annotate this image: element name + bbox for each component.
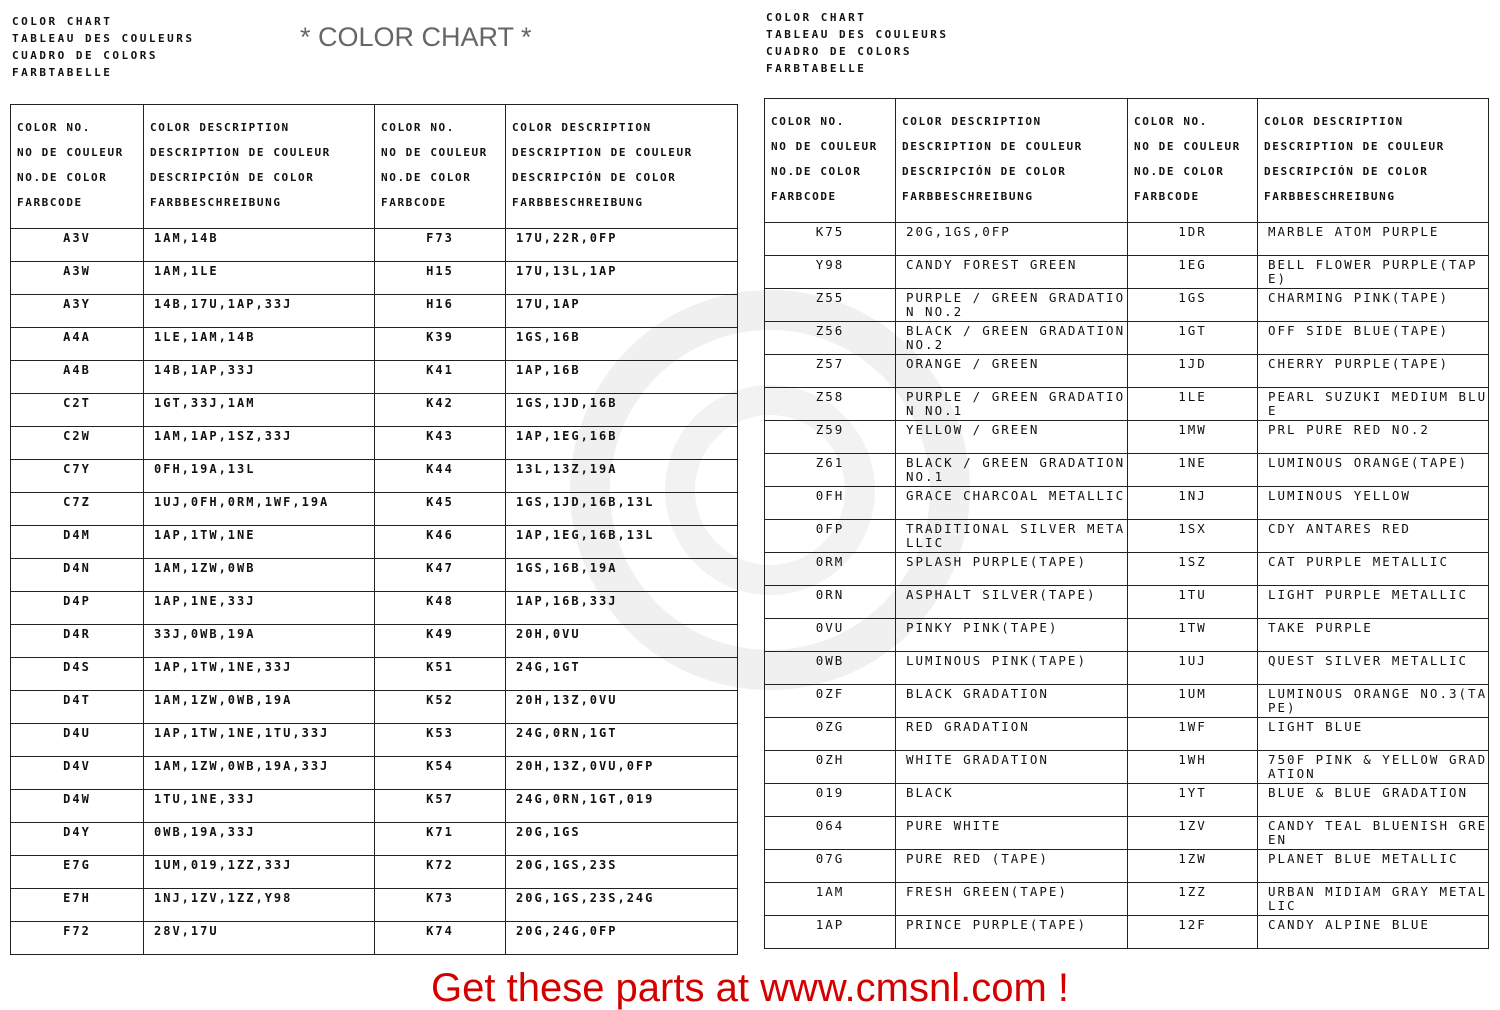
table-row	[765, 751, 1489, 784]
header-line: NO.DE COLOR	[17, 171, 108, 184]
overlay-title: * COLOR CHART *	[300, 22, 532, 52]
color-description: PLANET BLUE METALLIC	[1258, 850, 1489, 883]
header-line: FARBCODE	[771, 190, 837, 203]
color-description: WHITE GRADATION	[896, 751, 1128, 784]
color-code: F72	[11, 922, 144, 955]
title-line: COLOR CHART	[766, 11, 867, 24]
color-description: 1AP,16B	[506, 361, 738, 394]
header-line: COLOR NO.	[17, 121, 92, 134]
color-description: 20G,1GS	[506, 823, 738, 856]
color-description: 1AP,1TW,1NE	[144, 526, 375, 559]
color-description: 1AP,1EG,16B,13L	[506, 526, 738, 559]
color-description: 1UM,019,1ZZ,33J	[144, 856, 375, 889]
color-description: 20G,1GS,23S	[506, 856, 738, 889]
table-row	[765, 883, 1489, 916]
color-code: 1ZW	[1128, 850, 1258, 883]
color-code: D4R	[11, 625, 144, 658]
color-code: 0ZG	[765, 718, 896, 751]
color-description: BLACK / GREEN GRADATION NO.1	[896, 454, 1128, 487]
table-header	[765, 99, 1489, 223]
header-line: FARBCODE	[381, 196, 447, 209]
table-row	[765, 322, 1489, 355]
color-description: 1AP,16B,33J	[506, 592, 738, 625]
table-row	[11, 559, 738, 592]
color-description: 1UJ,0FH,0RM,1WF,19A	[144, 493, 375, 526]
header-line: NO.DE COLOR	[1134, 165, 1225, 178]
color-description: 14B,1AP,33J	[144, 361, 375, 394]
table-row	[765, 718, 1489, 751]
table-row	[11, 658, 738, 691]
table-row	[765, 487, 1489, 520]
table-row	[765, 454, 1489, 487]
table-row	[11, 889, 738, 922]
color-description: 20H,13Z,0VU,0FP	[506, 757, 738, 790]
color-description: BLACK	[896, 784, 1128, 817]
color-code: D4U	[11, 724, 144, 757]
color-description: 1AP,1NE,33J	[144, 592, 375, 625]
color-description: BLACK / GREEN GRADATION NO.2	[896, 322, 1128, 355]
color-code: 1UJ	[1128, 652, 1258, 685]
table-row	[765, 619, 1489, 652]
color-code: Z61	[765, 454, 896, 487]
color-description: LIGHT BLUE	[1258, 718, 1489, 751]
color-code: K73	[375, 889, 506, 922]
color-code: H16	[375, 295, 506, 328]
color-description: 28V,17U	[144, 922, 375, 955]
header-color-no	[1128, 99, 1258, 223]
color-description: 1AM,1ZW,0WB,19A	[144, 691, 375, 724]
footer-link[interactable]: Get these parts at www.cmsnl.com !	[431, 966, 1069, 1010]
color-description: FRESH GREEN(TAPE)	[896, 883, 1128, 916]
color-code: 0FH	[765, 487, 896, 520]
header-color-no	[375, 105, 506, 229]
color-code: K45	[375, 493, 506, 526]
color-code: A4A	[11, 328, 144, 361]
table-row	[11, 823, 738, 856]
color-code: Z59	[765, 421, 896, 454]
color-description: CAT PURPLE METALLIC	[1258, 553, 1489, 586]
color-code: 1WH	[1128, 751, 1258, 784]
color-description: BELL FLOWER PURPLE(TAPE)	[1258, 256, 1489, 289]
color-description: ASPHALT SILVER(TAPE)	[896, 586, 1128, 619]
color-code: 019	[765, 784, 896, 817]
color-code: 0FP	[765, 520, 896, 553]
table-row	[11, 394, 738, 427]
color-description: 1LE,1AM,14B	[144, 328, 375, 361]
color-description: 1AM,1LE	[144, 262, 375, 295]
table-row	[765, 256, 1489, 289]
color-code: 1DR	[1128, 223, 1258, 256]
header-line: COLOR DESCRIPTION	[150, 121, 290, 134]
table-row	[765, 916, 1489, 949]
color-description: 17U,1AP	[506, 295, 738, 328]
color-code: K48	[375, 592, 506, 625]
color-code: 1SZ	[1128, 553, 1258, 586]
color-code: 1ZZ	[1128, 883, 1258, 916]
header-line: FARBBESCHREIBUNG	[150, 196, 282, 209]
color-description: LUMINOUS ORANGE(TAPE)	[1258, 454, 1489, 487]
header-line: NO DE COULEUR	[771, 140, 878, 153]
color-description: CHARMING PINK(TAPE)	[1258, 289, 1489, 322]
header-color-description	[1258, 99, 1489, 223]
color-code: E7G	[11, 856, 144, 889]
color-code: C7Y	[11, 460, 144, 493]
color-code: A3V	[11, 229, 144, 262]
color-table-left	[10, 104, 738, 955]
title-line: FARBTABELLE	[12, 66, 113, 79]
color-description: CANDY FOREST GREEN	[896, 256, 1128, 289]
color-code: 1AM	[765, 883, 896, 916]
color-description: LUMINOUS PINK(TAPE)	[896, 652, 1128, 685]
color-code: K42	[375, 394, 506, 427]
color-code: Z55	[765, 289, 896, 322]
color-description: MARBLE ATOM PURPLE	[1258, 223, 1489, 256]
title-block-left	[12, 13, 194, 81]
table-row	[11, 922, 738, 955]
color-description: CDY ANTARES RED	[1258, 520, 1489, 553]
header-line: FARBCODE	[1134, 190, 1200, 203]
color-description: QUEST SILVER METALLIC	[1258, 652, 1489, 685]
header-line: FARBBESCHREIBUNG	[1264, 190, 1396, 203]
color-code: 12F	[1128, 916, 1258, 949]
color-code: D4T	[11, 691, 144, 724]
table-row	[11, 790, 738, 823]
color-description: 1AM,1ZW,0WB,19A,33J	[144, 757, 375, 790]
table-row	[765, 289, 1489, 322]
color-description: SPLASH PURPLE(TAPE)	[896, 553, 1128, 586]
color-description: 1AM,1AP,1SZ,33J	[144, 427, 375, 460]
table-row	[11, 361, 738, 394]
color-description: 1TU,1NE,33J	[144, 790, 375, 823]
table-row	[11, 592, 738, 625]
table-header	[11, 105, 738, 229]
color-description: 1NJ,1ZV,1ZZ,Y98	[144, 889, 375, 922]
color-code: 1SX	[1128, 520, 1258, 553]
color-description: 13L,13Z,19A	[506, 460, 738, 493]
color-description: 17U,22R,0FP	[506, 229, 738, 262]
title-line: CUADRO DE COLORS	[12, 49, 158, 62]
table-row	[765, 520, 1489, 553]
color-code: 1GS	[1128, 289, 1258, 322]
color-code: K49	[375, 625, 506, 658]
color-description: 20G,1GS,23S,24G	[506, 889, 738, 922]
color-description: CANDY TEAL BLUENISH GREEN	[1258, 817, 1489, 850]
color-code: D4S	[11, 658, 144, 691]
color-code: D4N	[11, 559, 144, 592]
color-code: K74	[375, 922, 506, 955]
color-description: PURE WHITE	[896, 817, 1128, 850]
color-description: 1AM,14B	[144, 229, 375, 262]
color-description: GRACE CHARCOAL METALLIC	[896, 487, 1128, 520]
color-description: PEARL SUZUKI MEDIUM BLUE	[1258, 388, 1489, 421]
color-code: K46	[375, 526, 506, 559]
table-row	[765, 553, 1489, 586]
color-code: A3W	[11, 262, 144, 295]
color-code: 0RM	[765, 553, 896, 586]
header-line: FARBBESCHREIBUNG	[902, 190, 1034, 203]
color-code: A3Y	[11, 295, 144, 328]
color-description: PURPLE / GREEN GRADATION NO.2	[896, 289, 1128, 322]
title-line: TABLEAU DES COULEURS	[766, 28, 949, 41]
color-code: K51	[375, 658, 506, 691]
color-description: 1AM,1ZW,0WB	[144, 559, 375, 592]
color-description: 1AP,1TW,1NE,1TU,33J	[144, 724, 375, 757]
color-code: F73	[375, 229, 506, 262]
table-row	[11, 229, 738, 262]
color-code: 1ZV	[1128, 817, 1258, 850]
color-description: 750F PINK & YELLOW GRADATION	[1258, 751, 1489, 784]
color-code: 1TU	[1128, 586, 1258, 619]
header-color-description	[506, 105, 738, 229]
color-description: LIGHT PURPLE METALLIC	[1258, 586, 1489, 619]
color-description: 33J,0WB,19A	[144, 625, 375, 658]
color-code: K75	[765, 223, 896, 256]
color-description: TAKE PURPLE	[1258, 619, 1489, 652]
table-row	[11, 691, 738, 724]
color-description: 20H,0VU	[506, 625, 738, 658]
color-code: A4B	[11, 361, 144, 394]
color-description: 20G,1GS,0FP	[896, 223, 1128, 256]
table-row	[765, 817, 1489, 850]
header-line: NO.DE COLOR	[771, 165, 862, 178]
color-code: K72	[375, 856, 506, 889]
header-line: COLOR NO.	[381, 121, 456, 134]
header-line: DESCRIPCIÓN DE COLOR	[902, 165, 1067, 178]
color-description: CANDY ALPINE BLUE	[1258, 916, 1489, 949]
color-description: PINKY PINK(TAPE)	[896, 619, 1128, 652]
table-row	[11, 262, 738, 295]
table-row	[765, 784, 1489, 817]
color-code: E7H	[11, 889, 144, 922]
header-line: DESCRIPTION DE COULEUR	[902, 140, 1083, 153]
table-row	[11, 493, 738, 526]
color-code: 0VU	[765, 619, 896, 652]
color-description: 1AP,1TW,1NE,33J	[144, 658, 375, 691]
title-block-right	[766, 9, 948, 77]
title-line: COLOR CHART	[12, 15, 113, 28]
table-row	[11, 724, 738, 757]
header-line: DESCRIPTION DE COULEUR	[1264, 140, 1445, 153]
color-description: BLUE & BLUE GRADATION	[1258, 784, 1489, 817]
color-description: LUMINOUS ORANGE NO.3(TAPE)	[1258, 685, 1489, 718]
table-row	[11, 328, 738, 361]
table-row	[765, 685, 1489, 718]
color-code: K57	[375, 790, 506, 823]
color-description: PRINCE PURPLE(TAPE)	[896, 916, 1128, 949]
color-code: 1TW	[1128, 619, 1258, 652]
table-row	[765, 850, 1489, 883]
header-line: COLOR NO.	[1134, 115, 1209, 128]
header-line: COLOR DESCRIPTION	[512, 121, 652, 134]
color-table-right	[764, 98, 1489, 949]
header-color-no	[765, 99, 896, 223]
color-description: RED GRADATION	[896, 718, 1128, 751]
color-code: C2W	[11, 427, 144, 460]
header-line: COLOR DESCRIPTION	[1264, 115, 1404, 128]
color-code: K43	[375, 427, 506, 460]
table-row	[11, 460, 738, 493]
header-line: FARBCODE	[17, 196, 83, 209]
color-description: OFF SIDE BLUE(TAPE)	[1258, 322, 1489, 355]
table-row	[765, 388, 1489, 421]
color-code: K54	[375, 757, 506, 790]
table-row	[11, 757, 738, 790]
color-description: 24G,0RN,1GT,019	[506, 790, 738, 823]
color-description: 1GS,1JD,16B	[506, 394, 738, 427]
color-description: 14B,17U,1AP,33J	[144, 295, 375, 328]
color-description: 24G,0RN,1GT	[506, 724, 738, 757]
color-code: 064	[765, 817, 896, 850]
color-description: 1GT,33J,1AM	[144, 394, 375, 427]
color-description: 17U,13L,1AP	[506, 262, 738, 295]
color-code: K47	[375, 559, 506, 592]
title-line: TABLEAU DES COULEURS	[12, 32, 195, 45]
header-color-no	[11, 105, 144, 229]
color-code: 1UM	[1128, 685, 1258, 718]
header-color-description	[896, 99, 1128, 223]
header-line: COLOR NO.	[771, 115, 846, 128]
color-description: ORANGE / GREEN	[896, 355, 1128, 388]
color-code: 1NJ	[1128, 487, 1258, 520]
color-description: URBAN MIDIAM GRAY METALLIC	[1258, 883, 1489, 916]
color-code: D4W	[11, 790, 144, 823]
color-description: LUMINOUS YELLOW	[1258, 487, 1489, 520]
color-code: Z58	[765, 388, 896, 421]
table-row	[765, 586, 1489, 619]
color-description: CHERRY PURPLE(TAPE)	[1258, 355, 1489, 388]
table-row	[11, 295, 738, 328]
title-line: CUADRO DE COLORS	[766, 45, 912, 58]
color-description: PRL PURE RED NO.2	[1258, 421, 1489, 454]
color-code: K53	[375, 724, 506, 757]
color-code: C7Z	[11, 493, 144, 526]
color-description: PURPLE / GREEN GRADATION NO.1	[896, 388, 1128, 421]
header-line: COLOR DESCRIPTION	[902, 115, 1042, 128]
table-row	[11, 427, 738, 460]
color-code: 1YT	[1128, 784, 1258, 817]
color-code: 07G	[765, 850, 896, 883]
color-code: 1NE	[1128, 454, 1258, 487]
header-line: NO DE COULEUR	[381, 146, 488, 159]
color-description: 1AP,1EG,16B	[506, 427, 738, 460]
table-row	[11, 625, 738, 658]
color-description: BLACK GRADATION	[896, 685, 1128, 718]
color-code: K71	[375, 823, 506, 856]
color-code: K44	[375, 460, 506, 493]
color-code: 0ZF	[765, 685, 896, 718]
color-description: 0WB,19A,33J	[144, 823, 375, 856]
table-row	[765, 355, 1489, 388]
color-code: H15	[375, 262, 506, 295]
table-row	[765, 652, 1489, 685]
color-description: 1GS,1JD,16B,13L	[506, 493, 738, 526]
color-code: Y98	[765, 256, 896, 289]
color-description: PURE RED (TAPE)	[896, 850, 1128, 883]
color-code: 1AP	[765, 916, 896, 949]
color-code: 1MW	[1128, 421, 1258, 454]
color-code: D4P	[11, 592, 144, 625]
color-code: 1WF	[1128, 718, 1258, 751]
color-code: 0ZH	[765, 751, 896, 784]
color-description: 24G,1GT	[506, 658, 738, 691]
color-code: 0RN	[765, 586, 896, 619]
color-code: Z57	[765, 355, 896, 388]
header-line: FARBBESCHREIBUNG	[512, 196, 644, 209]
table-row	[765, 223, 1489, 256]
color-description: TRADITIONAL SILVER METALLIC	[896, 520, 1128, 553]
color-description: 0FH,19A,13L	[144, 460, 375, 493]
color-description: 20H,13Z,0VU	[506, 691, 738, 724]
color-code: D4M	[11, 526, 144, 559]
color-code: Z56	[765, 322, 896, 355]
color-code: 1LE	[1128, 388, 1258, 421]
color-code: 1JD	[1128, 355, 1258, 388]
header-color-description	[144, 105, 375, 229]
header-line: NO DE COULEUR	[1134, 140, 1241, 153]
header-line: NO DE COULEUR	[17, 146, 124, 159]
color-description: 1GS,16B	[506, 328, 738, 361]
color-description: 20G,24G,0FP	[506, 922, 738, 955]
color-code: 1GT	[1128, 322, 1258, 355]
color-code: K41	[375, 361, 506, 394]
color-code: D4V	[11, 757, 144, 790]
table-row	[765, 421, 1489, 454]
header-line: DESCRIPCIÓN DE COLOR	[150, 171, 315, 184]
header-line: DESCRIPTION DE COULEUR	[512, 146, 693, 159]
color-code: 1EG	[1128, 256, 1258, 289]
header-line: DESCRIPCIÓN DE COLOR	[1264, 165, 1429, 178]
color-code: D4Y	[11, 823, 144, 856]
header-line: NO.DE COLOR	[381, 171, 472, 184]
color-code: K52	[375, 691, 506, 724]
table-row	[11, 856, 738, 889]
color-code: K39	[375, 328, 506, 361]
color-code: 0WB	[765, 652, 896, 685]
table-row	[11, 526, 738, 559]
color-description: YELLOW / GREEN	[896, 421, 1128, 454]
title-line: FARBTABELLE	[766, 62, 867, 75]
color-code: C2T	[11, 394, 144, 427]
header-line: DESCRIPTION DE COULEUR	[150, 146, 331, 159]
color-description: 1GS,16B,19A	[506, 559, 738, 592]
header-line: DESCRIPCIÓN DE COLOR	[512, 171, 677, 184]
